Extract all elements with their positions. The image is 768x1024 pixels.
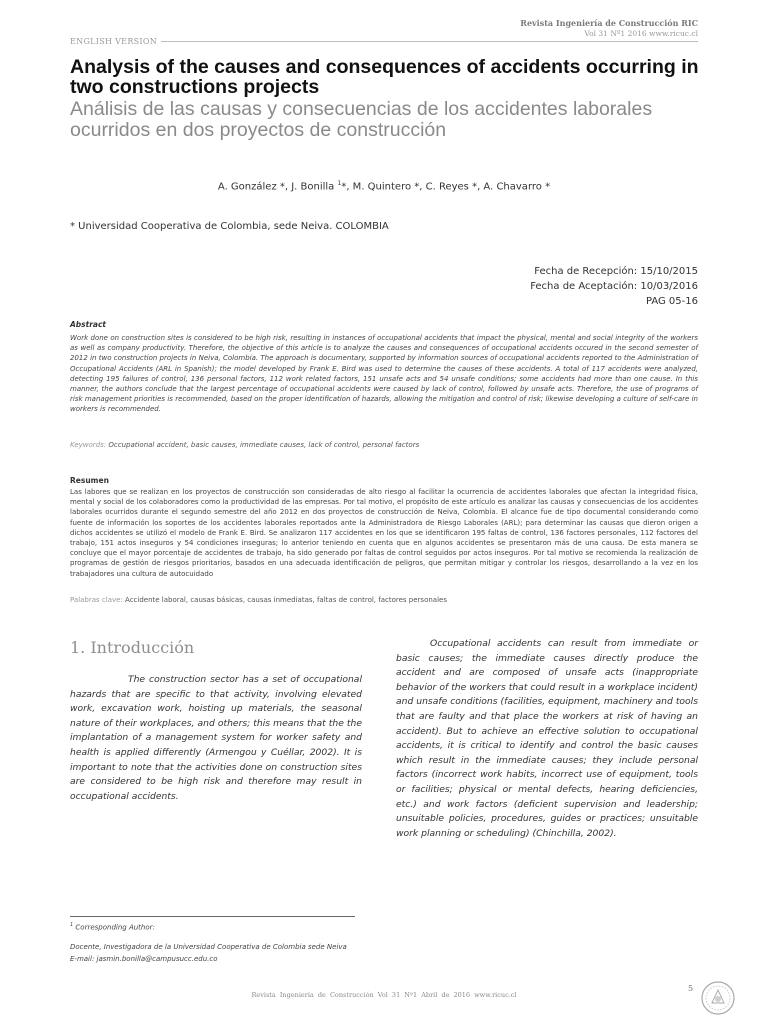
intro-column-right: Occupational accidents can result from immediate or basic causes; the immediate causes directly produce the accident and are composed of unsafe acts (inappropriate behavior of the workers that could result in a workplace incident) and unsafe conditions (facilities, equipment, machinery and tools that are faulty and that place the workers at risk of having an accident). But to achieve an effective solution to occupational accidents, it is critical to identify and control the basic causes which result in the immediate causes; they include personal factors (incorrect work habits, incorrect use of equipment, tools or facilities; physical or mental defects, hearing deficiencies, etc.) and work factors (deficient supervision and leadership; unsuitable policies, procedures, guides or practices; unsuitable work planning or scheduling) (Chinchilla, 2002). <box>396 638 698 839</box>
journal-volume: Vol 31 Nº1 2016 www.ricuc.cl <box>584 29 698 38</box>
footnote-rule <box>70 916 355 917</box>
received-date: Fecha de Recepción: 15/10/2015 <box>534 266 698 277</box>
resumen-text: Las labores que se realizan en los proyectos de construcción son consideradas de alto riesgo al facilitar la ocurrencia de accidentes laborales que afectan la integridad física, mental y social de los colaboradores como la productividad de las empresas. Por tal motivo, el propósito de este artículo es analizar las causas y consecuencias de los accidentes laborales ocurridos durante el segundo semestre del año 2012 en dos proyectos de construcción de Neiva, Colombia. El alcance fue de tipo documental considerando como fuente de información los soportes de los accidentes laborales reportados ante la Administradora de Riesgo Laborales (ARL); para determinar las causas que dieron origen a dichos accidentes se utilizó el modelo de Frank E. Bird. Se analizaron 117 accidentes en los que se identificaron 195 faltas de control, 136 factores personales, 112 factores del trabajo, 151 actos inseguros y 54 condiciones inseguras; lo anterior teniendo en cuenta que en algunos accidentes se presentaron más de una causa. De esta manera se concluye que el mayor porcentaje de accidentes de trabajo, ha sido generado por faltas de control seguidos por actos inseguros. Por tal motivo se recomienda la realización de programas de gestión de riesgos prioritarios, basados en una adecuada identificación de peligros, que permitan mitigar y controlar los riesgos, desarrollando a la vez en los trabajadores una cultura de autocuidado <box>70 488 698 578</box>
authors-first: A. González *, J. Bonilla <box>217 181 338 193</box>
journal-name: Revista Ingeniería de Construcción RIC <box>520 18 698 28</box>
author-footnote-mark: 1 <box>337 180 342 187</box>
affiliation: * Universidad Cooperativa de Colombia, sede Neiva. COLOMBIA <box>70 221 389 232</box>
accepted-date: Fecha de Aceptación: 10/03/2016 <box>530 281 698 292</box>
footnote-mark: 1 <box>70 922 74 928</box>
title-english: Analysis of the causes and consequences of accidents occurring in two constructions projects <box>70 56 699 98</box>
university-seal-icon <box>700 980 736 1016</box>
intro-heading: 1. Introducción <box>70 638 195 657</box>
authors <box>70 180 698 192</box>
keywords-list: Occupational accident, basic causes, immediate causes, lack of control, personal factors <box>108 441 420 449</box>
palabras-clave-list: Accidente laboral, causas básicas, causas inmediatas, faltas de control, factores personales <box>125 596 447 604</box>
page-footer: Revista Ingeniería de Construcción Vol 31 Nº1 Abril de 2016 www.ricuc.cl <box>251 991 517 999</box>
page-range: PAG 05-16 <box>645 296 698 307</box>
palabras-clave-label: Palabras clave: <box>70 596 126 604</box>
page-number: 5 <box>688 984 694 993</box>
footnote-label: Corresponding Author: <box>73 923 155 932</box>
header-rule <box>70 41 698 42</box>
palabras-clave <box>70 596 698 604</box>
footnote-details <box>70 941 347 965</box>
keywords <box>70 441 698 449</box>
version-tag: ENGLISH VERSION <box>70 37 161 46</box>
footnote-affiliation: Docente, Investigadora de la Universidad Cooperativa de Colombia sede Neiva <box>70 943 347 951</box>
abstract-text: Work done on construction sites is considered to be high risk, resulting in instances of occupational accidents that impact the physical, mental and social integrity of the workers as well as company productivity. Therefore, the objective of this article is to analyze the causes and consequences of occupational accidents occured in the second semester of 2012 in two construction projects in Neiva, Colombia. The approach is documentary, supported by information sources of occupational accidents reported to the Administration of Occupational Accidents (ARL in Spanish); the model developed by Frank E. Bird was used to determine the causes of these accidents. A total of 117 accidents were analyzed, detecting 195 failures of control, 136 personal factors, 112 work related factors, 151 unsafe acts and 54 unsafe conditions; some accidents had more than one cause. In this manner, the authors conclude that the largest percentage of occupational accidents were caused by lack of control, followed by unsafe acts. Therefore, the use of programs of risk management priorities is recommended, based on the proper identification of hazards, allowing the mitigation and control of risk; likewise developing a culture of self-care in workers is recommended. <box>70 334 698 414</box>
authors-rest: *, M. Quintero *, C. Reyes *, A. Chavarro * <box>341 181 551 193</box>
title-spanish: Análisis de las causas y consecuencias de los accidentes laborales ocurridos en dos proyectos de construcción <box>70 98 653 141</box>
resumen-heading: Resumen <box>70 476 109 485</box>
abstract-heading: Abstract <box>70 320 107 329</box>
footnote-corresponding <box>70 922 155 931</box>
keywords-label: Keywords: <box>70 441 109 449</box>
dates-block <box>530 264 698 309</box>
intro-column-left: The construction sector has a set of occupational hazards that are specific to that activity, involving elevated work, excavation work, hoisting up materials, the seasonal nature of their workplaces, and others; this means that the the implantation of a management system for worker safety and health is applied differently (Armengou y Cuéllar, 2002). It is important to note that the activities done on construction sites are considered to be high risk and therefore may result in occupational accidents. <box>70 674 362 802</box>
footnote-email: E-mail: jasmin.bonilla@campusucc.edu.co <box>70 955 218 963</box>
